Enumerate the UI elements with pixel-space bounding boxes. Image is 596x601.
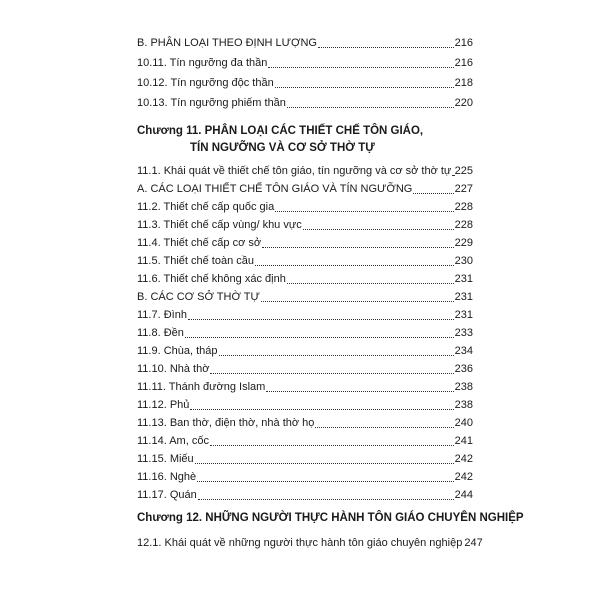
toc-entry-title: 10.13. Tín ngưỡng phiếm thần [137,97,286,109]
leader-dots [195,462,454,464]
toc-entry [137,234,473,250]
toc-entry-page: 233 [454,327,473,339]
toc-entry-title: 11.10. Nhà thờ [137,363,210,375]
toc-entry [137,396,473,412]
toc-entry-title: 10.11. Tín ngưỡng đa thần [137,57,268,69]
leader-dots [210,444,454,446]
toc-entry [137,468,473,484]
toc-entry [137,54,473,70]
toc-entry-page: 227 [454,183,473,195]
toc-entry-title: 11.13. Ban thờ, điện thờ, nhà thờ họ [137,417,315,429]
toc-entry [137,450,473,466]
toc-entry-page: 242 [454,453,473,465]
toc-entry-page: 231 [454,291,473,303]
chapter-heading [137,510,524,527]
toc-entry-page: 231 [454,273,473,285]
toc-entry [137,414,473,430]
toc-entry-page: 236 [454,363,473,375]
leader-dots [185,336,454,338]
toc-entry-title: 11.6. Thiết chế không xác định [137,273,286,285]
leader-dots [266,390,453,392]
toc-entry-title: 11.17. Quán [137,489,197,501]
toc-entry-title: 11.3. Thiết chế cấp vùng/ khu vực [137,219,302,231]
leader-dots [262,246,454,248]
toc-entry-title: 11.4. Thiết chế cấp cơ sở [137,237,262,249]
leader-dots [303,228,454,230]
leader-dots [275,210,453,212]
toc-entry-page: 238 [454,399,473,411]
leader-dots [268,66,453,68]
toc-entry-page: 234 [454,345,473,357]
toc-entry-page: 228 [454,201,473,213]
toc-entry-page: 241 [454,435,473,447]
leader-dots [318,46,454,48]
toc-entry-title: 11.16. Nghè [137,471,197,483]
leader-dots [190,408,453,410]
toc-entry-page: 216 [454,57,473,69]
leader-dots [275,86,454,88]
chapter-heading-line: Chương 12. NHỮNG NGƯỜI THỰC HÀNH TÔN GIÁO CHUYÊN NGHIỆP [137,512,524,524]
toc-entry [137,34,473,50]
toc-entry [137,342,473,358]
toc-entry-title: 11.9. Chùa, tháp [137,345,218,357]
toc-entry-title: A. CÁC LOẠI THIẾT CHẾ TÔN GIÁO VÀ TÍN NGƯỠNG [137,183,413,195]
toc-entry-page: 225 [454,165,473,177]
toc-entry-page: 230 [454,255,473,267]
leader-dots [198,498,454,500]
toc-entry-page: 218 [454,77,473,89]
toc-entry-page: 247 [464,537,483,549]
toc-entry [137,486,473,502]
toc-entry-title: 11.5. Thiết chế toàn cầu [137,255,255,267]
toc-entry-page: 238 [454,381,473,393]
toc-entry [137,94,473,110]
toc-entry [137,74,473,90]
toc-entry-title: B. CÁC CƠ SỞ THỜ TỰ [137,291,260,303]
leader-dots [315,426,453,428]
toc-entry-title: 11.2. Thiết chế cấp quốc gia [137,201,275,213]
toc-entry-page: 240 [454,417,473,429]
toc-entry-title: 11.15. Miếu [137,453,194,465]
toc-entry [137,252,473,268]
toc-entry-page: 242 [454,471,473,483]
toc-entry [137,270,473,286]
toc-entry-title: 11.7. Đình [137,309,187,321]
leader-dots [261,300,454,302]
toc-entry-title: 10.12. Tín ngưỡng độc thần [137,77,274,89]
leader-dots [287,282,454,284]
toc-entry [137,288,473,304]
toc-entry-page: 244 [454,489,473,501]
leader-dots [188,318,454,320]
leader-dots [219,354,454,356]
leader-dots [287,106,454,108]
chapter-heading-line: Chương 11. PHÂN LOẠI CÁC THIẾT CHẾ TÔN GIÁO, [137,125,424,137]
leader-dots [452,174,453,176]
leader-dots [413,192,453,194]
toc-entry-title: 11.1. Khái quát về thiết chế tôn giáo, tín ngưỡng và cơ sở thờ tự [137,165,452,177]
toc-entry-title: B. PHÂN LOẠI THEO ĐỊNH LƯỢNG [137,37,317,49]
toc-entry-page: 231 [454,309,473,321]
toc-entry-page: 220 [454,97,473,109]
toc-entry [137,378,473,394]
toc-entry [137,360,473,376]
toc-entry-title: 11.12. Phủ [137,399,190,411]
toc-entry [137,162,473,178]
toc-entry [137,180,473,196]
toc-entry-title: 11.8. Đền [137,327,184,339]
leader-dots [197,480,454,482]
toc-entry-title: 12.1. Khái quát về những người thực hành tôn giáo chuyên nghiệp [137,537,463,549]
toc-entry-page: 216 [454,37,473,49]
toc-entry-page: 228 [454,219,473,231]
toc-entry-title: 11.14. Am, cốc [137,435,209,447]
toc-entry [137,432,473,448]
toc-entry [137,324,473,340]
chapter-heading [137,123,477,157]
toc-entry [137,306,473,322]
toc-entry [137,216,473,232]
chapter-heading-line: TÍN NGƯỠNG VÀ CƠ SỞ THỜ TỰ [190,142,375,154]
toc-entry-title: 11.11. Thánh đường Islam [137,381,266,393]
toc-entry [137,534,483,550]
toc-entry-page: 229 [454,237,473,249]
toc-entry [137,198,473,214]
leader-dots [210,372,453,374]
leader-dots [255,264,454,266]
